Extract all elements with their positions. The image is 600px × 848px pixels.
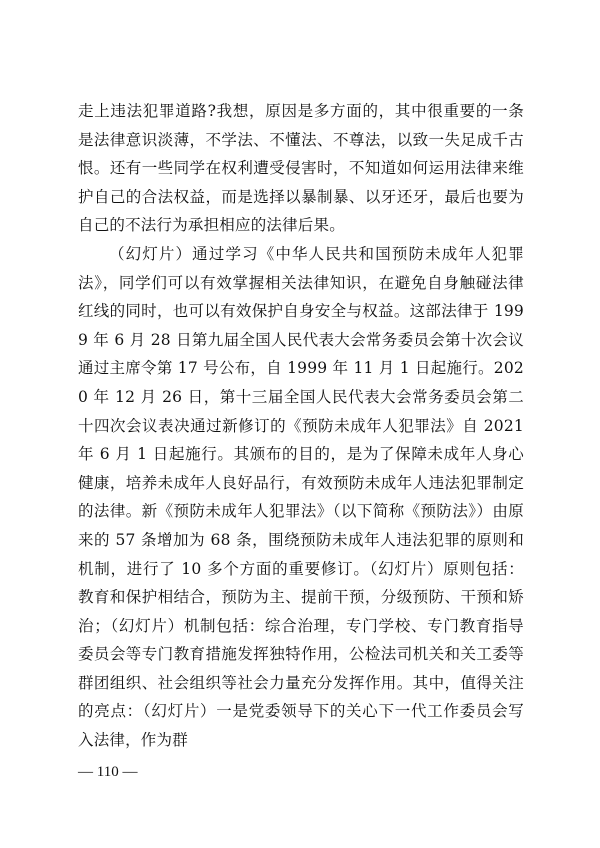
paragraph-prevention-law: （幻灯片）通过学习《中华人民共和国预防未成年人犯罪法》，同学们可以有效掌握相关法律知识，在避免自身触碰法律红线的同时，也可以有效保护自身安全与权益。这部法律于 1999 年 6 月 28 日第九届全国人民代表大会常务委员会第十次会议通过主席令第 17 号公布，自 1999 年 11 月 1 日起施行。2020 年 12 月 26 日，第十三届全国人民代表大会常务委员会第二十四次会议表决通过新修订的《预防未成年人犯罪法》自 2021 年 6 月 1 日起施行。其颁布的目的，是为了保障未成年人身心健康，培养未成年人良好品行，有效预防未成年人违法犯罪制定的法律。新《预防未成年人犯罪法》（以下简称《预防法》）由原来的 57 条增加为 68 条，围绕预防未成年人违法犯罪的原则和机制，进行了 10 多个方面的重要修订。（幻灯片）原则包括：教育和保护相结合，预防为主、提前干预，分级预防、干预和矫治；（幻灯片）机制包括：综合治理，专门学校、专门教育指导委员会等专门教育措施发挥独特作用，公检法司机关和关工委等群团组织、社会组织等社会力量充分发挥作用。其中，值得关注的亮点：（幻灯片）一是党委领导下的关心下一代工作委员会写入法律，作为群 [78,244,524,750]
page-number: — 110 — [78,764,138,780]
paragraph-continuation: 走上违法犯罪道路?我想，原因是多方面的，其中很重要的一条是法律意识淡薄，不学法、不懂法、不尊法，以致一失足成千古恨。还有一些同学在权利遭受侵害时，不知道如何运用法律来维护自己的合法权益，而是选择以暴制暴、以牙还牙，最后也要为自己的不法行为承担相应的法律后果。 [78,102,524,235]
body-text [78,97,524,755]
